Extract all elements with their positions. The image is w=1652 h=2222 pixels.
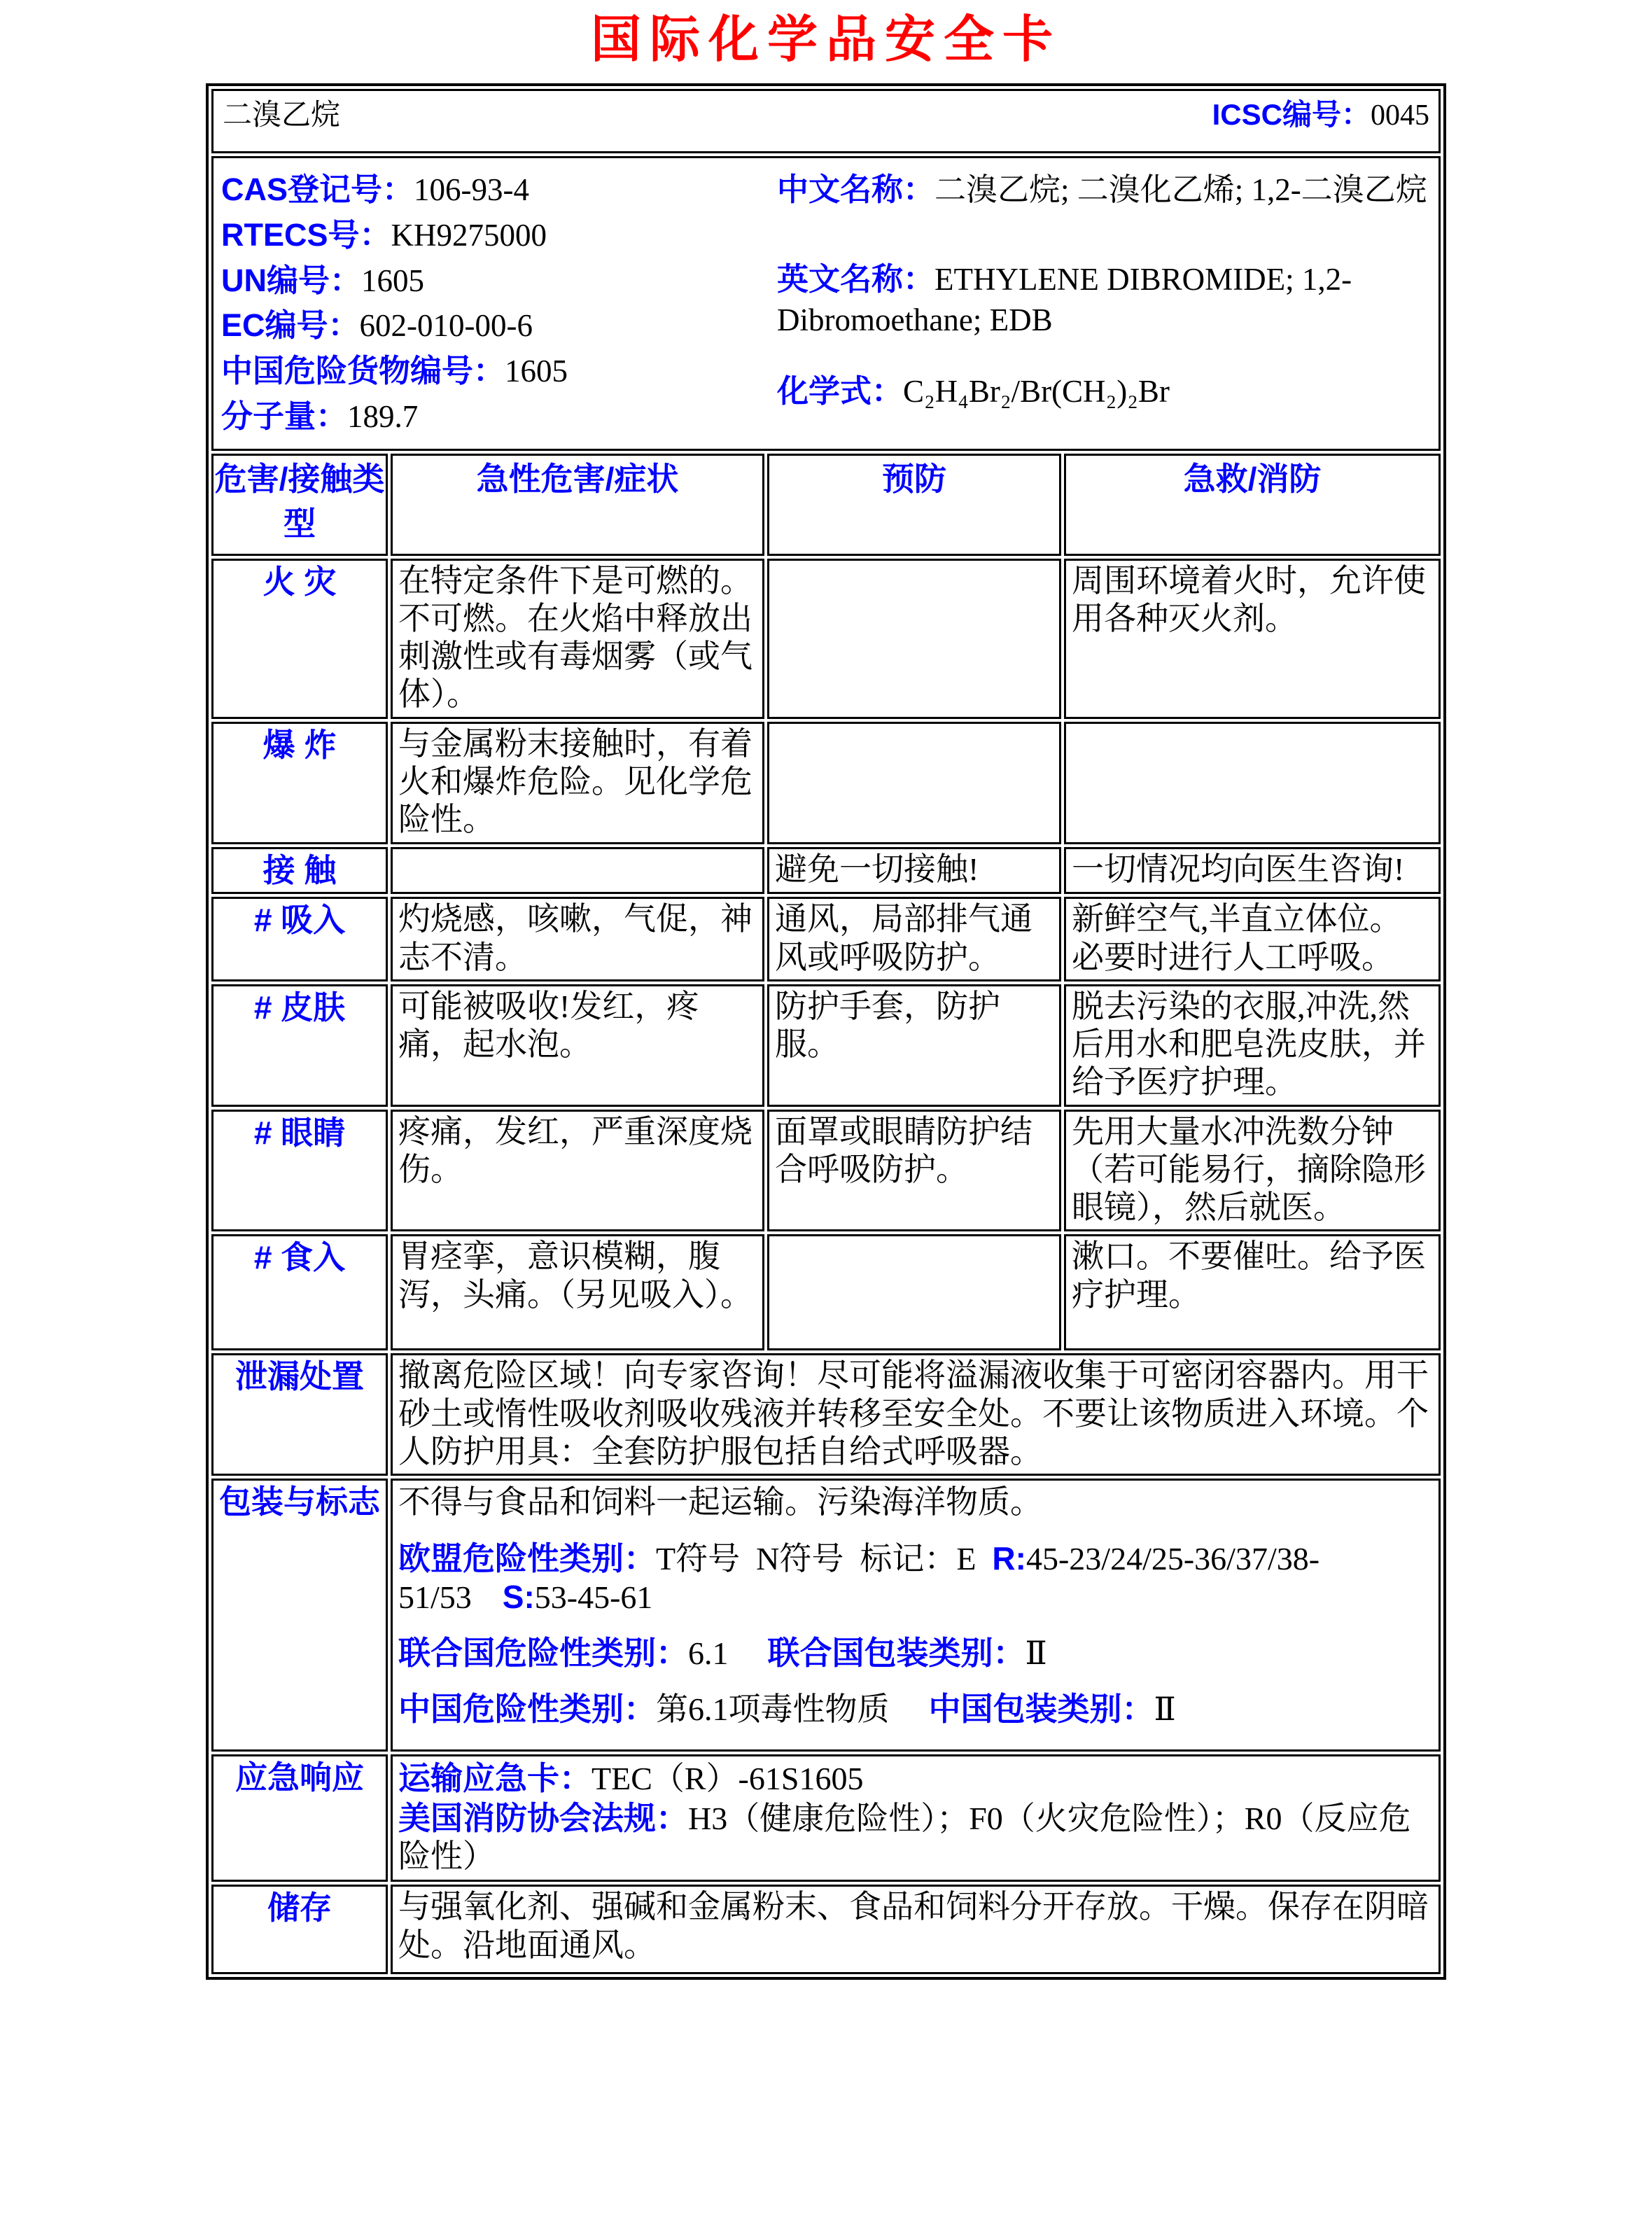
prevention-cell — [767, 559, 1061, 719]
nfpa-code-label: 美国消防协会法规： — [398, 1799, 688, 1836]
cn-pack-label: 中国包装类别： — [928, 1691, 1154, 1728]
storage-label: 储存 — [211, 1885, 388, 1974]
chinese-names — [777, 172, 1429, 209]
column-header-symptoms: 急性危害/症状 — [391, 454, 764, 556]
prevention-cell — [767, 722, 1061, 844]
symptoms-cell: 胃痉挛，意识模糊，腹泻，头痛。（另见吸入）。 — [391, 1234, 764, 1350]
info-row — [211, 156, 1441, 451]
un-class-label: 联合国危险性类别： — [398, 1635, 688, 1672]
packaging-label: 包装与标志 — [211, 1479, 388, 1751]
identifier-list — [221, 163, 777, 444]
un-number-label: UN编号： — [221, 262, 361, 298]
hazard-row-explosion — [211, 722, 1441, 844]
column-header-hazard-type: 危害/接触类型 — [211, 454, 388, 556]
firstaid-cell: 一切情况均向医生咨询! — [1064, 847, 1441, 895]
cas-number-label: CAS登记号： — [221, 172, 414, 208]
info-cell — [211, 156, 1441, 451]
tec-card-label: 运输应急卡： — [398, 1759, 592, 1796]
spill-text: 撤离危险区域！向专家咨询！尽可能将溢漏液收集于可密闭容器内。用干砂土或惰性吸收剂吸收残液并转移至安全处。不要让该物质进入环境。个人防护用具：全套防护服包括自给式呼吸器。 — [391, 1353, 1441, 1476]
rtecs-number — [221, 217, 777, 254]
prevention-cell: 防护手套，防护服。 — [767, 984, 1061, 1107]
firstaid-cell: 脱去污染的衣服,冲洗,然后用水和肥皂洗皮肤，并给予医疗护理。 — [1064, 984, 1441, 1107]
emergency-row — [211, 1754, 1441, 1882]
symptoms-cell: 灼烧感，咳嗽，气促，神志不清。 — [391, 897, 764, 981]
cas-number — [221, 172, 777, 209]
ec-number-value: 602-010-00-6 — [359, 308, 533, 344]
ec-number — [221, 307, 777, 344]
storage-row — [211, 1885, 1441, 1974]
china-dg-number-label: 中国危险货物编号： — [221, 353, 505, 389]
chemical-name: 二溴乙烷 — [223, 99, 341, 132]
hazard-type-label: # 食入 — [211, 1234, 388, 1350]
s-phrases-label: S: — [502, 1578, 535, 1615]
un-number — [221, 263, 777, 300]
hazard-row-ingestion — [211, 1234, 1441, 1350]
hazard-type-label: 接 触 — [211, 847, 388, 895]
emergency-cell — [391, 1754, 1441, 1882]
icsc-number-value: 0045 — [1371, 99, 1429, 132]
cn-pack-value: Ⅱ — [1154, 1691, 1176, 1728]
eu-classification — [398, 1539, 1433, 1617]
column-header-firstaid: 急救/消防 — [1064, 454, 1441, 556]
un-pack-label: 联合国包装类别： — [767, 1635, 1026, 1672]
r-phrases-label: R: — [992, 1539, 1026, 1577]
firstaid-cell — [1064, 722, 1441, 844]
un-classification — [398, 1634, 1433, 1672]
prevention-cell: 面罩或眼睛防护结合呼吸防护。 — [767, 1110, 1061, 1232]
prevention-cell: 通风，局部排气通风或呼吸防护。 — [767, 897, 1061, 981]
hazard-type-label: # 眼睛 — [211, 1110, 388, 1232]
rtecs-number-label: RTECS号： — [221, 216, 391, 253]
un-number-value: 1605 — [361, 263, 424, 298]
chemical-formula — [777, 373, 1429, 410]
firstaid-cell: 新鲜空气,半直立体位。必要时进行人工呼吸。 — [1064, 897, 1441, 981]
symptoms-cell: 可能被吸收!发红，疼痛，起水泡。 — [391, 984, 764, 1107]
molecular-weight — [221, 398, 777, 435]
s-phrases-value: 53-45-61 — [534, 1579, 653, 1615]
un-pack-value: Ⅱ — [1025, 1635, 1047, 1672]
symptoms-cell: 疼痛，发红，严重深度烧伤。 — [391, 1110, 764, 1232]
chinese-names-value: 二溴乙烷; 二溴化乙烯; 1,2-二溴乙烷 — [934, 172, 1427, 208]
symptoms-cell — [391, 847, 764, 895]
icsc-card-table — [206, 83, 1446, 1980]
cas-number-value: 106-93-4 — [414, 172, 529, 208]
hazard-row-contact — [211, 847, 1441, 895]
tec-card-value: TEC（R）-61S1605 — [592, 1760, 864, 1796]
symptoms-cell: 与金属粉末接触时，有着火和爆炸危险。见化学危险性。 — [391, 722, 764, 844]
r-phrases-value: 45-23/24/25-36/37/38-51/53 — [398, 1540, 1320, 1615]
hazard-row-eyes — [211, 1110, 1441, 1232]
prevention-cell: 避免一切接触! — [767, 847, 1061, 895]
chemical-formula-value: C₂H₄Br₂/Br(CH₂)₂Br — [902, 373, 1170, 409]
hazard-row-skin — [211, 984, 1441, 1107]
storage-text: 与强氧化剂、强碱和金属粉末、食品和饲料分开存放。干燥。保存在阴暗处。沿地面通风。 — [391, 1885, 1441, 1974]
english-names — [777, 259, 1429, 341]
hazard-type-label: 火 灾 — [211, 559, 388, 719]
eu-class-label: 欧盟危险性类别： — [398, 1539, 656, 1577]
name-cell — [211, 89, 1441, 153]
cn-class-label: 中国危险性类别： — [398, 1691, 656, 1728]
hazard-row-inhalation — [211, 897, 1441, 981]
prevention-cell — [767, 1234, 1061, 1350]
rtecs-number-value: KH9275000 — [391, 217, 547, 253]
china-dg-number-value: 1605 — [505, 354, 568, 389]
china-dg-number — [221, 353, 777, 390]
hazard-row-fire — [211, 559, 1441, 719]
symptoms-cell: 在特定条件下是可燃的。不可燃。在火焰中释放出刺激性或有毒烟雾（或气体）。 — [391, 559, 764, 719]
molecular-weight-label: 分子量： — [221, 398, 348, 434]
hazard-type-label: # 吸入 — [211, 897, 388, 981]
packaging-cell — [391, 1479, 1441, 1751]
molecular-weight-value: 189.7 — [347, 398, 419, 434]
nfpa-code-value: H3（健康危险性）；F0（火灾危险性）；R0（反应危险性） — [398, 1800, 1411, 1875]
name-list — [777, 163, 1429, 444]
un-class-value: 6.1 — [688, 1635, 729, 1672]
hazard-header-row — [211, 454, 1441, 556]
chinese-names-label: 中文名称： — [776, 172, 934, 208]
emergency-label: 应急响应 — [211, 1754, 388, 1882]
page-title: 国际化学品安全卡 — [590, 12, 1061, 68]
ec-number-label: EC编号： — [221, 307, 360, 344]
eu-class-value: T符号 N符号 标记：E — [656, 1540, 993, 1577]
english-names-value: ETHYLENE DIBROMIDE; 1,2-Dibromoethane; EDB — [776, 261, 1352, 338]
english-names-label: 英文名称： — [776, 260, 934, 297]
chemical-formula-label: 化学式： — [776, 372, 903, 409]
name-row — [211, 89, 1441, 153]
spill-label: 泄漏处置 — [211, 1353, 388, 1476]
column-header-prevention: 预防 — [767, 454, 1061, 556]
hazard-type-label: 爆 炸 — [211, 722, 388, 844]
icsc-number-label: ICSC编号： — [1212, 98, 1371, 132]
spill-row — [211, 1353, 1441, 1476]
cn-classification — [398, 1690, 1433, 1728]
firstaid-cell: 先用大量水冲洗数分钟（若可能易行，摘除隐形眼镜），然后就医。 — [1064, 1110, 1441, 1232]
transport-note: 不得与食品和饲料一起运输。污染海洋物质。 — [398, 1484, 1042, 1521]
hazard-type-label: # 皮肤 — [211, 984, 388, 1107]
icsc-number — [1212, 92, 1429, 134]
cn-class-value: 第6.1项毒性物质 — [656, 1691, 890, 1728]
nfpa-code — [398, 1799, 1433, 1876]
tec-card — [398, 1759, 1433, 1798]
firstaid-cell: 周围环境着火时，允许使用各种灭火剂。 — [1064, 559, 1441, 719]
packaging-row — [211, 1479, 1441, 1751]
firstaid-cell: 漱口。不要催吐。给予医疗护理。 — [1064, 1234, 1441, 1350]
